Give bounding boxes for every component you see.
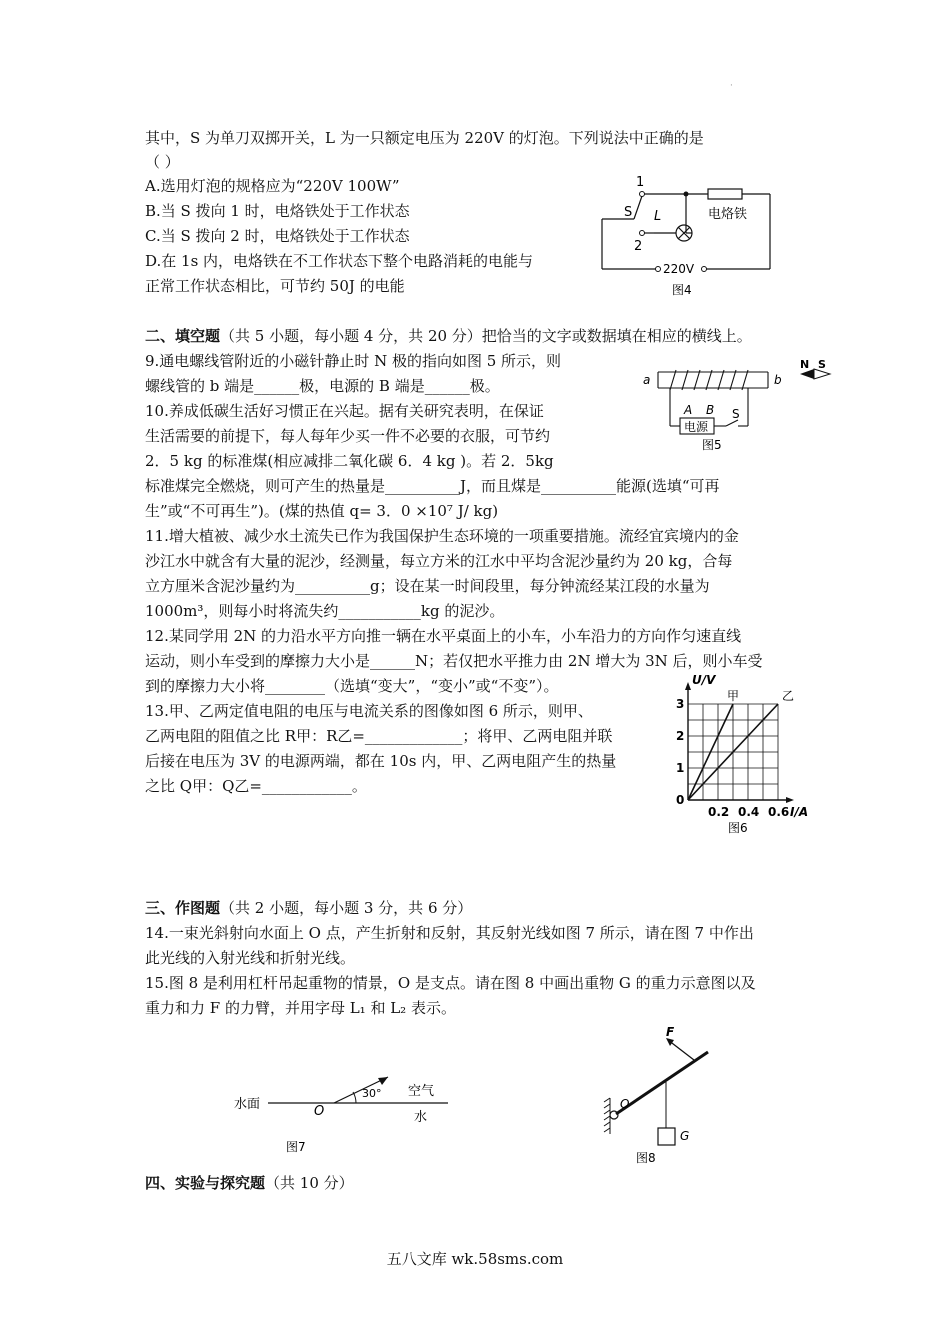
q10-line1: 10.养成低碳生活好习惯正在兴起。据有关研究表明，在保证	[145, 402, 544, 420]
figure-8-lever	[596, 1022, 716, 1167]
q15-line1: 15.图 8 是利用杠杆吊起重物的情景，O 是支点。请在图 8 中画出重物 G 的重力示意图以及	[145, 974, 756, 992]
x-tick-label: 0.6	[768, 805, 790, 819]
y-tick-label: 3	[676, 697, 685, 711]
section-2-desc: （共 5 小题，每小题 4 分，共 20 分）把恰当的文字或数据填在相应的横线上。	[220, 327, 752, 345]
fig4-label-1: 1	[636, 175, 645, 190]
fig8-label-F: F	[666, 1025, 675, 1039]
fig7-water-surface-label: 水面	[234, 1097, 261, 1112]
top-mark: ·	[730, 81, 733, 91]
force-F-arrow	[666, 1038, 674, 1046]
fig4-voltage-label: 220V	[663, 262, 695, 276]
figure-5-solenoid	[640, 358, 840, 458]
section-4-title: 四、实验与探究题	[145, 1174, 266, 1192]
q8-option-b: B.当 S 拨向 1 时，电烙铁处于工作状态	[145, 202, 410, 220]
x-tick-label: 0.4	[738, 805, 760, 819]
figure-4-circuit	[596, 172, 776, 302]
q10-line3: 2．5 kg 的标准煤(相应减排二氧化碳 6．4 kg )。若 2．5kg	[145, 452, 554, 470]
section-4-heading	[145, 1173, 354, 1193]
fig5-caption: 图5	[702, 438, 722, 452]
fig7-caption: 图7	[286, 1140, 306, 1154]
q8-answer-paren: （ ）	[145, 153, 180, 171]
fig4-caption: 图4	[672, 283, 692, 297]
series-label: 甲	[727, 689, 740, 703]
q8-stem: 其中，S 为单刀双掷开关，L 为一只额定电压为 220V 的灯泡。下列说法中正确的是	[145, 129, 704, 147]
q11-line1: 11.增大植被、减少水土流失已作为我国保护生态环境的一项重要措施。流经宜宾境内的金	[145, 527, 739, 545]
q12-line2: 运动，则小车受到的摩擦力大小是______N；若仅把水平推力由 2N 增大为 3N 后，则小车受	[145, 652, 763, 670]
q12-line3: 到的摩擦力大小将________（选填“变大”，“变小”或“不变”）。	[145, 677, 559, 695]
q13-line3: 后接在电压为 3V 的电源两端，都在 10s 内，甲、乙两电阻产生的热量	[145, 752, 617, 770]
fig4-label-s: S	[624, 205, 633, 220]
weight-G	[658, 1128, 675, 1145]
q8-option-a: A.选用灯泡的规格应为“220V 100W”	[145, 177, 400, 195]
q11-line3: 立方厘米含泥沙量约为__________g；设在某一时间段里，每分钟流经某江段的水量为	[145, 577, 710, 595]
wall-hatching	[604, 1098, 610, 1134]
y-axis-label: U/V	[692, 673, 716, 687]
fig8-caption: 图8	[636, 1151, 656, 1165]
fig5-label-A: A	[684, 403, 693, 417]
chart-caption: 图6	[728, 821, 748, 835]
x-tick-label: 0.2	[708, 805, 730, 819]
footer-watermark: 五八文库 wk.58sms.com	[386, 1250, 564, 1268]
lever-bar	[616, 1052, 708, 1114]
fig7-point-O: O	[314, 1104, 325, 1119]
q14-line1: 14.一束光斜射向水面上 O 点，产生折射和反射，其反射光线如图 7 所示，请在图 7 中作出	[145, 924, 754, 942]
q11-line2: 沙江水中就含有大量的泥沙，经测量，每立方米的江水中平均含泥沙量约为 20 kg，合每	[145, 552, 733, 570]
q13-line1: 13.甲、乙两定值电阻的电压与电流关系的图像如图 6 所示，则甲、	[145, 702, 593, 720]
q13-line2: 乙两电阻的阻值之比 R甲：R乙=_____________；将甲、乙两电阻并联	[145, 727, 613, 745]
q8-option-d-line2: 正常工作状态相比，可节约 50J 的电能	[145, 277, 405, 295]
figure-6-chart	[670, 672, 830, 840]
q10-line5: 生”或“不可再生”)。(煤的热值 q= 3．0 ×10⁷ J/ kg)	[145, 502, 499, 520]
series-label: 乙	[782, 689, 795, 703]
fig4-label-2: 2	[634, 239, 643, 254]
section-3-heading	[145, 898, 472, 918]
fig4-label-l: L	[654, 209, 662, 224]
fig7-air-label: 空气	[408, 1084, 435, 1099]
figure-7-reflection	[228, 1075, 458, 1160]
q12-line1: 12.某同学用 2N 的力沿水平方向推一辆在水平桌面上的小车，小车沿力的方向作匀速直线	[145, 627, 742, 645]
y-tick-label: 2	[676, 729, 685, 743]
fig7-water-label: 水	[414, 1110, 428, 1125]
q10-line2: 生活需要的前提下，每人每年少买一件不必要的衣服，可节约	[145, 427, 551, 445]
fig5-label-a: a	[643, 373, 651, 387]
section-3-desc: （共 2 小题，每小题 3 分，共 6 分）	[220, 899, 473, 917]
fig4-iron-label: 电烙铁	[708, 207, 748, 222]
q8-option-d-line1: D.在 1s 内，电烙铁在不工作状态下整个电路消耗的电能与	[145, 252, 534, 270]
chart-labels	[676, 673, 808, 835]
q10-line4: 标准煤完全燃烧，则可产生的热量是__________J，而且煤是__________能源(选填“可再	[145, 477, 720, 495]
q11-line4: 1000m³，则每小时将流失约___________kg 的泥沙。	[145, 602, 505, 620]
section-4-desc: （共 10 分）	[265, 1174, 354, 1192]
y-tick-label: 1	[676, 761, 685, 775]
fig5-needle-S: S	[818, 358, 826, 371]
section-3-title: 三、作图题	[145, 899, 221, 917]
x-axis-label: I/A	[790, 805, 809, 819]
section-2-heading	[145, 326, 752, 346]
fig8-label-G: G	[680, 1129, 690, 1143]
fig7-angle-label: 30°	[362, 1087, 382, 1100]
q8-option-c: C.当 S 拨向 2 时，电烙铁处于工作状态	[145, 227, 410, 245]
fig8-label-O: O	[620, 1097, 630, 1111]
fig5-source-label: 电源	[684, 420, 709, 434]
q15-line2: 重力和力 F 的力臂，并用字母 L₁ 和 L₂ 表示。	[145, 999, 456, 1017]
q14-line2: 此光线的入射光线和折射光线。	[145, 949, 356, 967]
q13-line4: 之比 Q甲：Q乙=____________。	[145, 777, 367, 795]
fig5-switch-label: S	[732, 407, 740, 421]
origin-label: 0	[676, 793, 685, 807]
q9-line2: 螺线管的 b 端是______极，电源的 B 端是______极。	[145, 377, 500, 395]
section-2-title: 二、填空题	[145, 327, 221, 345]
fig5-label-B: B	[706, 403, 715, 417]
q9-line1: 9.通电螺线管附近的小磁针静止时 N 极的指向如图 5 所示，则	[145, 352, 562, 370]
fig5-needle-N: N	[800, 358, 810, 371]
fig5-label-b: b	[774, 373, 782, 387]
